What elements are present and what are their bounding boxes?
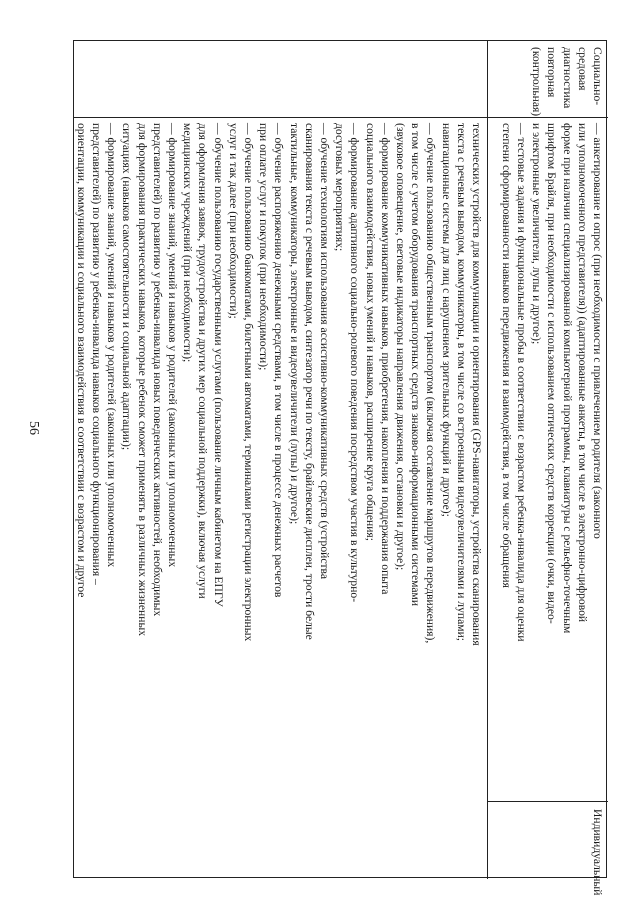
text-line: — обучение технологиям использования ассистивно-коммуникативных средств (устройства — [317, 123, 331, 580]
text-line: досуговых мероприятиях; — [333, 123, 347, 252]
form-label: Индивидуальный — [591, 809, 604, 896]
text-line: степени сформированности навыков передвижения и взаимодействия, в том числе обращения — [499, 123, 513, 588]
text-line: навигационные системы для лиц с нарушением зрительных функций и другое); — [439, 123, 453, 517]
text-line: — обучение пользованию банкоматами, билетными автоматами, терминалами регистрации электронных — [241, 123, 255, 642]
text-line: для оформления заявок, трудоустройства и других мер социальной поддержки), включая услуги — [196, 123, 210, 599]
text-line: для формирования практических навыков, которые ребенок сможет применять в различных жизненных — [135, 123, 149, 637]
text-line: технических устройств для коммуникации и ориентирования (GPS-навигаторы, устройства сканирования — [470, 123, 483, 646]
text-line: — формирование коммуникативных навыков, приобретения, накопления и поддержания опыта — [378, 123, 392, 595]
text-line: в том числе с учетом оборудования транспортных средств знаково-информационными системами — [409, 123, 423, 607]
text-line: при оплате услуг и покупок (при необходимости); — [257, 123, 271, 371]
diagnostics-description — [499, 119, 607, 799]
text-line: (звуковое оповещение, световые индикаторы направления движения, остановки и другое); — [393, 123, 407, 571]
text-line: услуг и так далее (при необходимости); — [226, 123, 240, 319]
label-line: диагностика — [560, 47, 574, 109]
text-line: медицинских учреждений (при необходимости); — [181, 123, 195, 363]
row-divider — [487, 41, 488, 879]
label-line: Социально- — [591, 47, 604, 106]
text-line: ситуациях (навыков самостоятельности и социальной адаптации); — [120, 123, 134, 451]
diagnostics-label-cell — [489, 45, 607, 117]
diagnostics-description-cell — [489, 119, 607, 799]
text-line: — анкетирование и опрос (при необходимости с привлечением родителя (законного — [591, 123, 604, 539]
form-cell — [489, 805, 607, 896]
continuation-text — [74, 119, 486, 875]
form-column-divider — [487, 801, 608, 802]
text-line: представителей) по развитию у ребенка-инвалида навыков социального функционирования – — [89, 123, 103, 585]
text-line: — формирование адаптивного социально-ролевого поведения посредством участия в культурно- — [348, 123, 362, 603]
label-line: средовая — [575, 47, 589, 91]
diagnostics-label — [527, 45, 607, 117]
text-line: и электронные увеличители, лупы и другое); — [530, 123, 544, 345]
table-row-continuation — [74, 119, 486, 875]
label-line: повторная — [545, 47, 559, 98]
text-line: — формирование знаний, умений и навыков у родителей (законных или уполномоченных — [165, 123, 179, 568]
text-line: — обучение пользованию общественным транспортом (включая составление маршрутов передвижения), — [424, 123, 438, 644]
page-number: 56 — [26, 421, 41, 435]
text-line: сканирования текста с речевым выводом, синтезатор речи по тексту, брайлевские дисплеи, трости белые — [302, 123, 316, 640]
text-line: текста с речевым выводом, коммуникаторы, в том числе со встроенными видеоувеличителями и лупами; — [454, 123, 468, 642]
text-line: представителей) по развитию у ребенка-инвалида новых поведенческих активностей, необходимых — [150, 123, 164, 617]
text-line: — обучение пользованию государственными услугами (пользование личным кабинетом на ЕПГУ — [211, 123, 225, 607]
text-line: форме при наличии специализированной компьютерной программы, клавиатуры с рельефно-точечным — [560, 123, 574, 634]
text-line: или уполномоченного представителя)) (адаптированные анкеты, в том числе в электронно-цифровой — [575, 123, 589, 623]
text-line: социального взаимодействия, новых умений и навыков, расширение круга общения; — [363, 123, 377, 541]
text-line: тактильные, коммуникаторы, электронные и видеоувеличители (лупы) и другое); — [287, 123, 301, 525]
table-column-divider — [74, 117, 608, 118]
text-line: — обучение распоряжению денежными средствами, в том числе в процессе денежных расчетов — [272, 123, 286, 598]
text-line: шрифтом Брайля, при необходимости с использованием оптических средств коррекции (очки, видео- — [545, 123, 559, 624]
text-line: — формирование знаний, умений и навыков у родителей (законных или уполномоченных — [105, 123, 119, 568]
text-line: — тестовые задания и функциональные пробы в соответствии с возрастом ребенка-инвалида для оценки — [514, 123, 528, 642]
text-line: ориентации, коммуникации и социального взаимодействия в соответствии с возрастом и другое — [74, 123, 88, 598]
table — [73, 40, 607, 896]
label-line: (контрольная) — [530, 47, 544, 117]
